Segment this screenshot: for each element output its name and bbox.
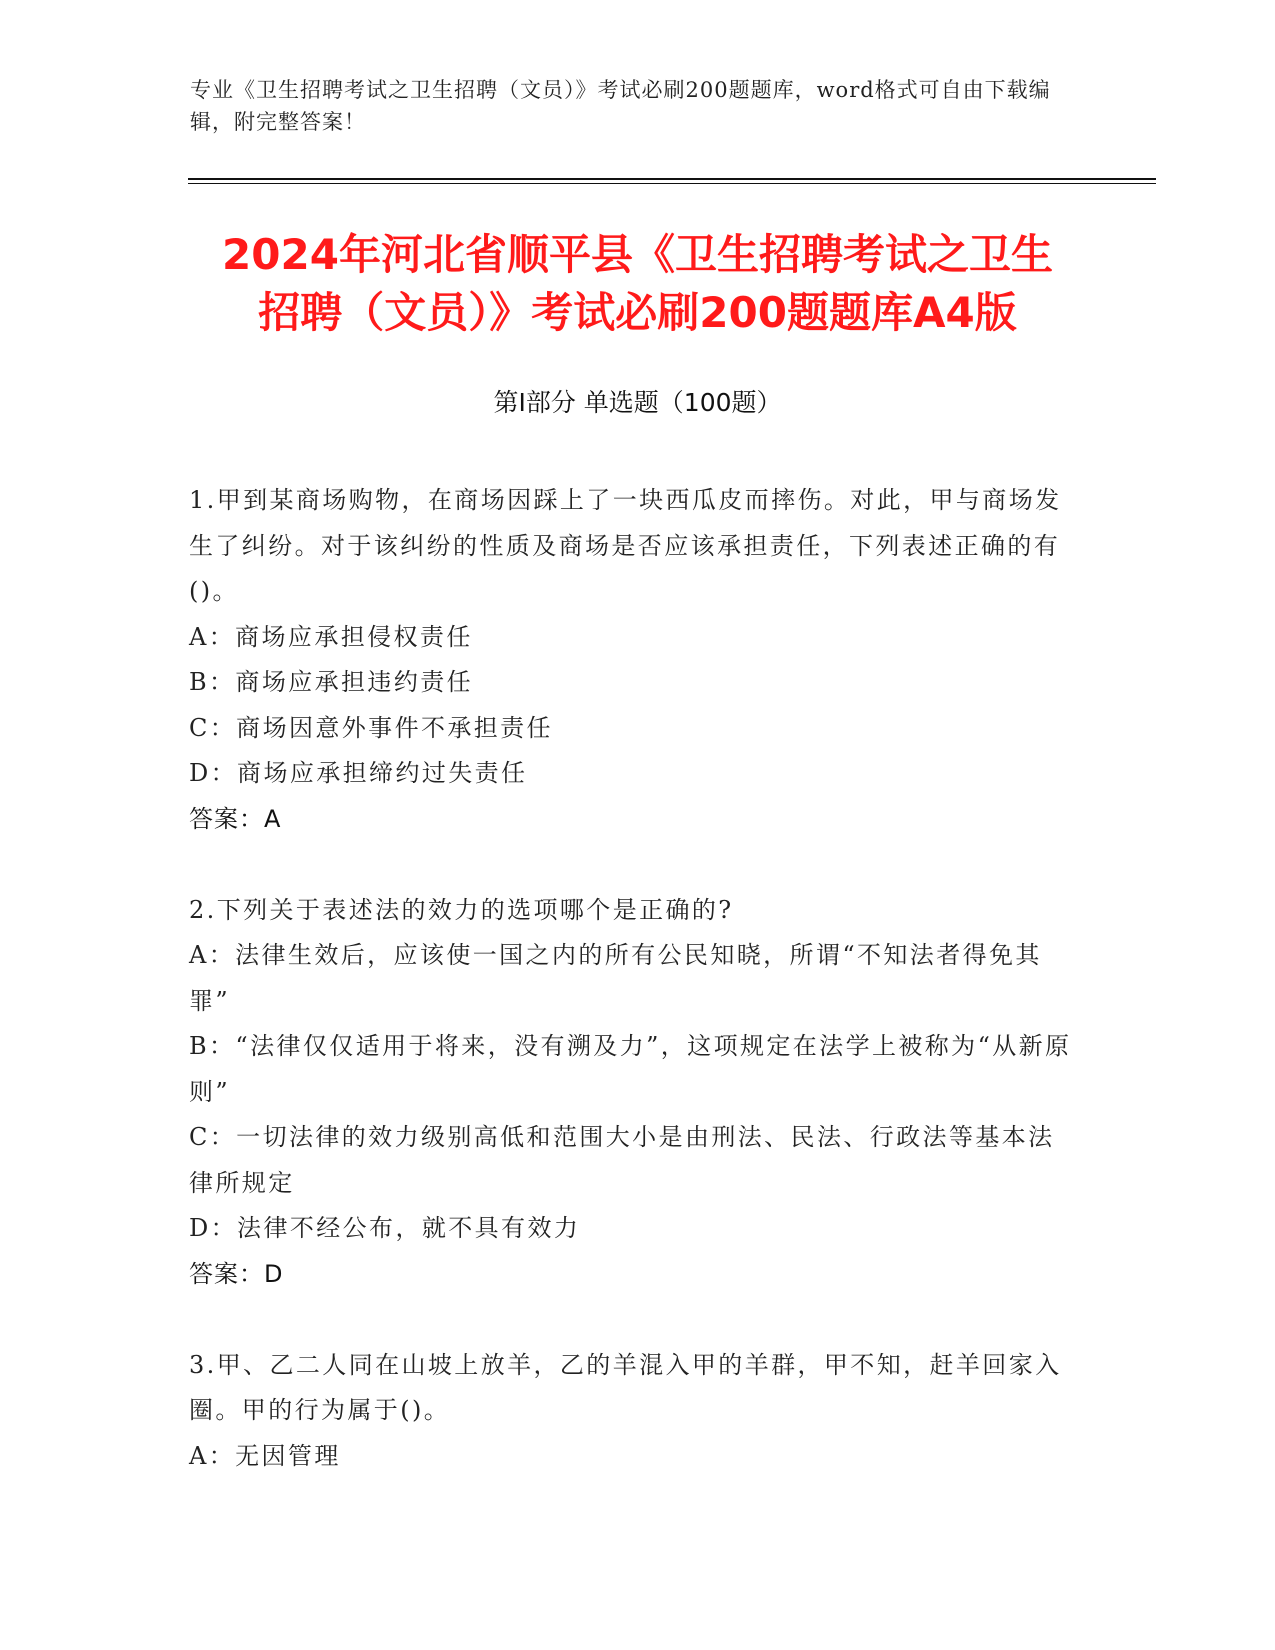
document-title-line-2: 招聘（文员）》考试必刷200题题库A4版 [258, 288, 1017, 337]
option-d: D：法律不经公布，就不具有效力 [189, 1214, 581, 1242]
answer: 答案：A [189, 804, 282, 833]
header-note: 专业《卫生招聘考试之卫生招聘（文员）》考试必刷200题题库，word格式可自由下载编辑，附完整答案！ [190, 78, 1051, 134]
document-title [150, 226, 1125, 342]
question-text: 3.甲、乙二人同在山坡上放羊，乙的羊混入甲的羊群，甲不知，赶羊回家入圈。甲的行为属于()。 [189, 1350, 1062, 1424]
option-a: A：法律生效后，应该使一国之内的所有公民知晓，所谓“不知法者得免其罪” [189, 941, 1042, 1015]
question-2 [189, 888, 1079, 1298]
question-1 [189, 478, 1079, 842]
option-b: B：商场应承担违约责任 [189, 668, 474, 696]
header-divider-thick [188, 178, 1156, 180]
option-d: D：商场应承担缔约过失责任 [189, 759, 528, 787]
option-b: B：“法律仅仅适用于将来，没有溯及力”，这项规定在法学上被称为“从新原则” [189, 1032, 1072, 1106]
question-list [189, 478, 1079, 1479]
document-title-line-1: 2024年河北省顺平县《卫生招聘考试之卫生 [222, 230, 1053, 279]
question-text: 1.甲到某商场购物，在商场因踩上了一块西瓜皮而摔伤。对此，甲与商场发生了纠纷。对于该纠纷的性质及商场是否应该承担责任，下列表述正确的有()。 [189, 486, 1062, 605]
answer: 答案：D [189, 1259, 284, 1288]
option-c: C：商场因意外事件不承担责任 [189, 713, 553, 742]
question-spacer [189, 1297, 1079, 1343]
question-3 [189, 1343, 1079, 1480]
question-text: 2.下列关于表述法的效力的选项哪个是正确的? [189, 895, 734, 924]
header-divider-thin [188, 183, 1156, 184]
option-a: A：无因管理 [189, 1441, 341, 1470]
option-c: C：一切法律的效力级别高低和范围大小是由刑法、民法、行政法等基本法律所规定 [189, 1123, 1055, 1197]
option-a: A：商场应承担侵权责任 [189, 622, 473, 651]
question-spacer [189, 842, 1079, 888]
section-title: 第Ⅰ部分 单选题（100题） [493, 388, 782, 417]
